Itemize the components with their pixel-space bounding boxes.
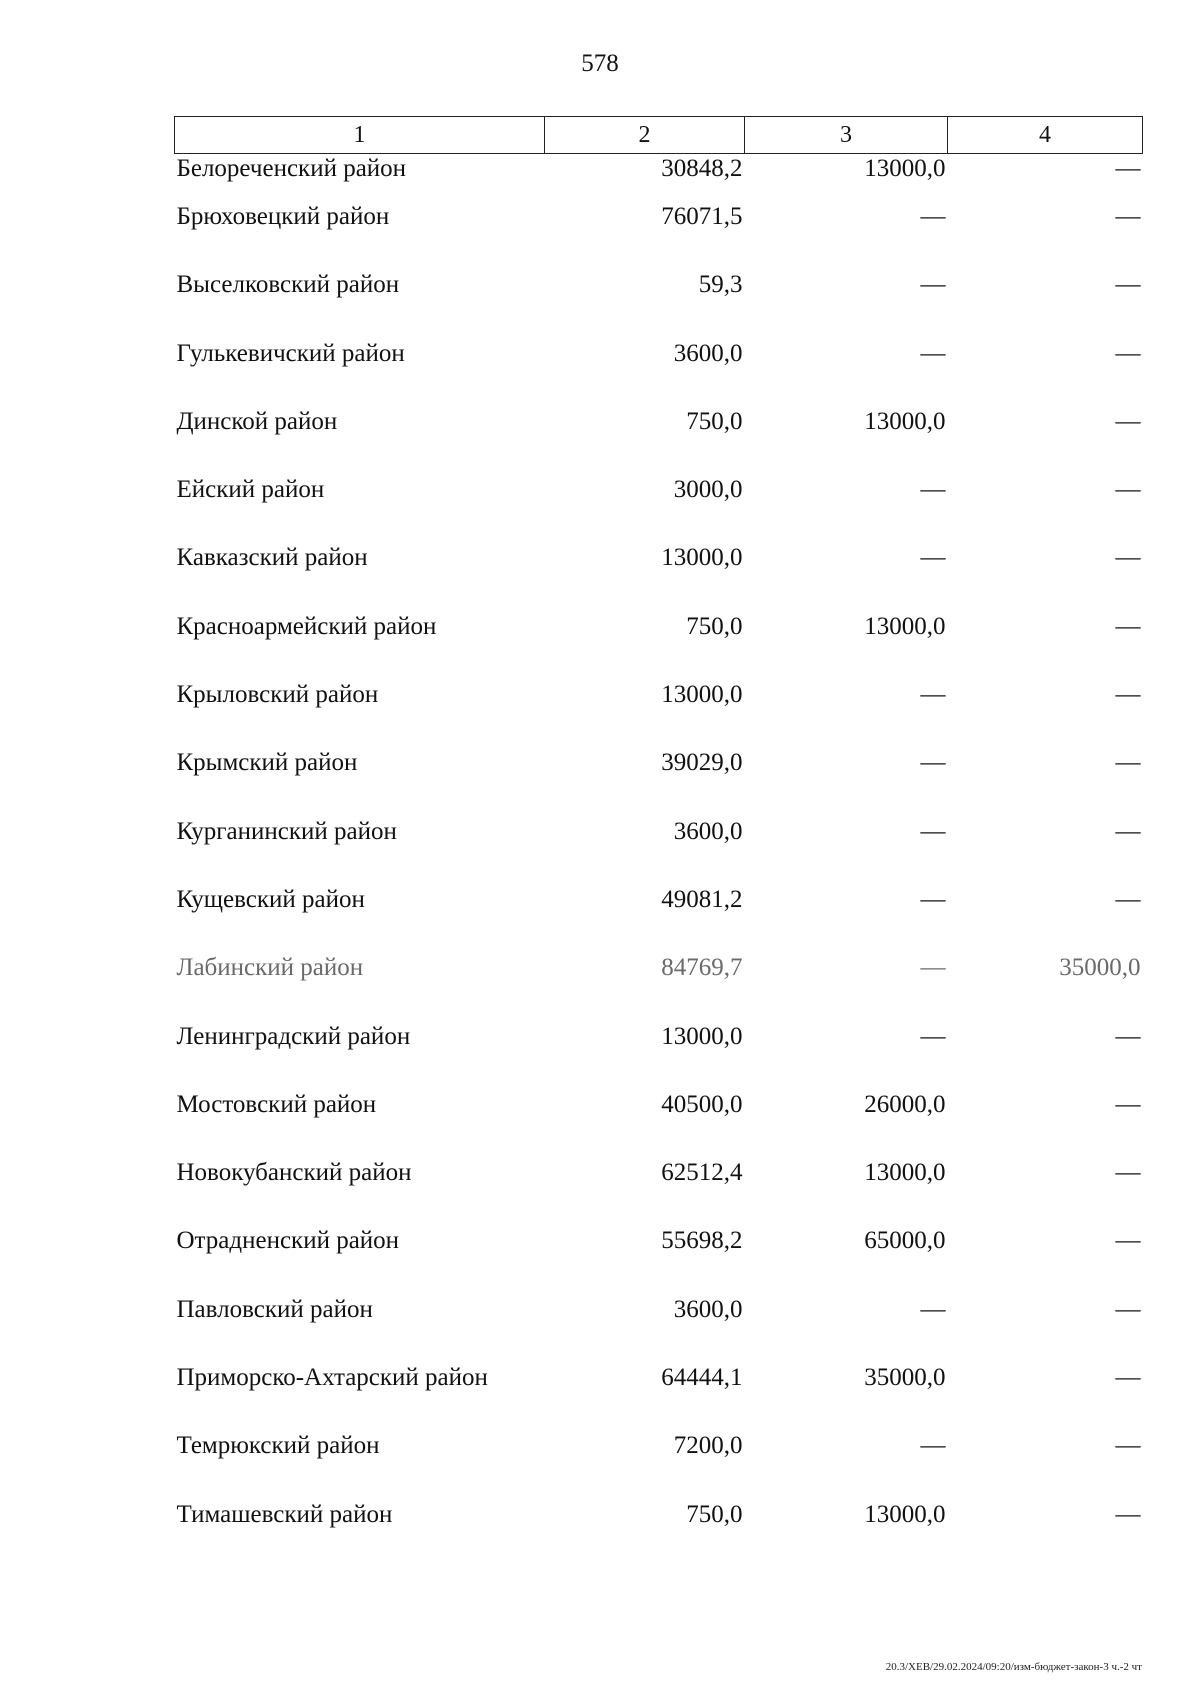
- column-4-value: —: [1115, 339, 1141, 367]
- column-2-value: 750,0: [686, 407, 743, 435]
- column-2-value: 55698,2: [661, 1227, 743, 1255]
- column-3-value: —: [920, 203, 946, 230]
- column-3-value: 13000,0: [864, 612, 946, 640]
- table-row: [175, 817, 1143, 885]
- table-row: [175, 1500, 1143, 1568]
- column-3-value: —: [920, 1295, 946, 1323]
- district-name-cell: Ейский район: [176, 476, 325, 504]
- column-4-value: —: [1115, 1090, 1141, 1118]
- table-row: [175, 1431, 1143, 1499]
- table-row: [175, 154, 1143, 203]
- column-3-value: —: [920, 885, 946, 913]
- column-2-value: 3600,0: [673, 1295, 743, 1323]
- column-4-value: —: [1115, 544, 1141, 572]
- column-3-value: —: [920, 681, 946, 709]
- column-4-value: —: [1115, 1364, 1141, 1392]
- column-3-value: —: [920, 476, 946, 504]
- table-row: [175, 748, 1143, 816]
- district-name-cell: Темрюкский район: [176, 1432, 380, 1460]
- column-3-value: 26000,0: [864, 1090, 946, 1118]
- district-name-cell: Тимашевский район: [176, 1500, 393, 1528]
- table-row: [175, 407, 1143, 475]
- column-4-value: —: [1115, 749, 1141, 777]
- document-footer-code: 20.3/ХЕВ/29.02.2024/09:20/изм-бюджет-закон-3 ч.-2 чт: [885, 1661, 1142, 1673]
- column-3-value: —: [920, 1022, 946, 1050]
- column-2-value: 39029,0: [661, 749, 743, 777]
- budget-table: [174, 116, 1143, 1568]
- district-name-cell: Новокубанский район: [176, 1159, 412, 1187]
- column-3-value: —: [920, 544, 946, 572]
- column-3-value: 13000,0: [864, 1159, 946, 1187]
- column-3-value: —: [920, 271, 946, 299]
- table-row: [175, 680, 1143, 748]
- column-2-value: 62512,4: [661, 1159, 743, 1187]
- district-name-cell: Кавказский район: [176, 544, 368, 572]
- district-name-cell: Гулькевичский район: [176, 339, 405, 367]
- district-name-cell: Отрадненский район: [176, 1227, 400, 1255]
- district-name-cell: Мостовский район: [176, 1090, 377, 1118]
- column-2-value: 49081,2: [661, 885, 743, 913]
- district-name-cell: Динской район: [176, 407, 338, 435]
- table-row: [175, 885, 1143, 953]
- column-4-value: —: [1115, 203, 1141, 230]
- district-name-cell: Красноармейский район: [176, 612, 437, 640]
- district-name-cell: Выселковский район: [176, 271, 400, 299]
- district-name-cell: Брюховецкий район: [176, 203, 390, 230]
- column-3-value: 13000,0: [864, 407, 946, 435]
- district-name-cell: Лабинский район: [176, 954, 364, 982]
- column-header-2: 2: [545, 117, 745, 154]
- column-2-value: 59,3: [698, 271, 743, 299]
- table-row: [175, 339, 1143, 407]
- column-2-value: 13000,0: [661, 544, 743, 572]
- district-name-cell: Крымский район: [176, 749, 358, 777]
- column-4-value: —: [1115, 681, 1141, 709]
- table-body: [175, 154, 1143, 1568]
- district-name-cell: Кущевский район: [176, 885, 365, 913]
- column-header-3: 3: [745, 117, 948, 154]
- table-row: [175, 202, 1143, 270]
- column-2-value: 750,0: [686, 1500, 743, 1528]
- column-2-value: 40500,0: [661, 1090, 743, 1118]
- table-row: [175, 612, 1143, 680]
- column-4-value: —: [1115, 885, 1141, 913]
- district-name-cell: Павловский район: [176, 1295, 373, 1323]
- column-4-value: —: [1115, 476, 1141, 504]
- column-3-value: 13000,0: [864, 155, 946, 182]
- table-row: [175, 1158, 1143, 1226]
- district-name-cell: Белореченский район: [176, 155, 407, 182]
- column-4-value: —: [1115, 817, 1141, 845]
- column-4-value: 35000,0: [1059, 954, 1141, 982]
- column-2-value: 13000,0: [661, 681, 743, 709]
- column-2-value: 7200,0: [673, 1432, 743, 1460]
- column-4-value: —: [1115, 1500, 1141, 1528]
- table-row: [175, 1022, 1143, 1090]
- column-2-value: 3000,0: [673, 476, 743, 504]
- column-3-value: 35000,0: [864, 1364, 946, 1392]
- column-header-1: 1: [175, 117, 545, 154]
- column-3-value: —: [920, 1432, 946, 1460]
- column-4-value: —: [1115, 1227, 1141, 1255]
- column-3-value: —: [920, 817, 946, 845]
- column-2-value: 84769,7: [661, 954, 743, 982]
- column-3-value: 65000,0: [864, 1227, 946, 1255]
- table-row: [175, 953, 1143, 1021]
- column-4-value: —: [1115, 1295, 1141, 1323]
- column-2-value: 30848,2: [661, 155, 743, 182]
- district-name-cell: Приморско-Ахтарский район: [176, 1364, 488, 1392]
- column-2-value: 3600,0: [673, 817, 743, 845]
- district-name-cell: Ленинградский район: [176, 1022, 411, 1050]
- column-2-value: 750,0: [686, 612, 743, 640]
- column-2-value: 76071,5: [661, 203, 743, 230]
- column-4-value: —: [1115, 1432, 1141, 1460]
- column-4-value: —: [1115, 1159, 1141, 1187]
- column-header-4: 4: [948, 117, 1143, 154]
- district-name-cell: Курганинский район: [176, 817, 397, 845]
- column-3-value: —: [920, 339, 946, 367]
- table-row: [175, 475, 1143, 543]
- table-row: [175, 270, 1143, 338]
- column-4-value: —: [1115, 271, 1141, 299]
- column-2-value: 13000,0: [661, 1022, 743, 1050]
- column-4-value: —: [1115, 612, 1141, 640]
- column-3-value: 13000,0: [864, 1500, 946, 1528]
- table-row: [175, 1295, 1143, 1363]
- column-3-value: —: [920, 954, 946, 982]
- column-2-value: 3600,0: [673, 339, 743, 367]
- column-4-value: —: [1115, 155, 1141, 182]
- column-2-value: 64444,1: [661, 1364, 743, 1392]
- column-3-value: —: [920, 749, 946, 777]
- table-row: [175, 543, 1143, 611]
- table-row: [175, 1090, 1143, 1158]
- column-4-value: —: [1115, 1022, 1141, 1050]
- page-number: 578: [581, 50, 619, 77]
- district-name-cell: Крыловский район: [176, 681, 379, 709]
- table-row: [175, 1226, 1143, 1294]
- table-header-row: [175, 117, 1143, 154]
- column-4-value: —: [1115, 407, 1141, 435]
- table-row: [175, 1363, 1143, 1431]
